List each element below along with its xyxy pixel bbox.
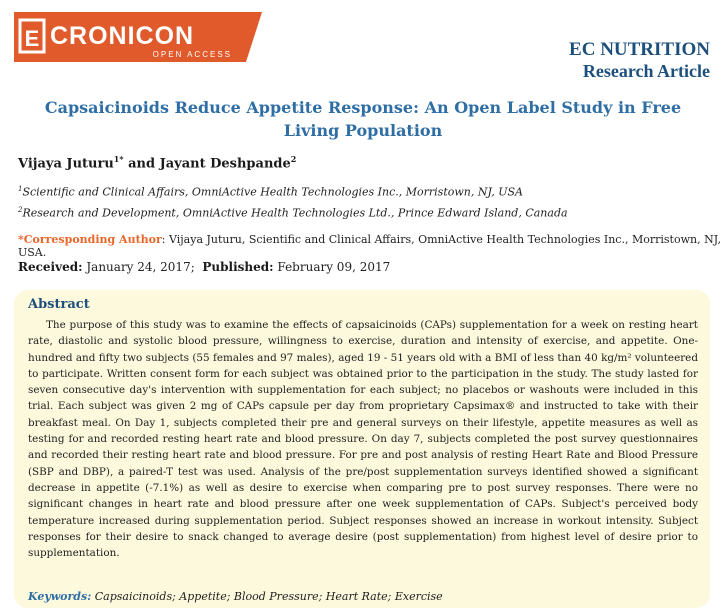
- keywords-line: [28, 590, 443, 603]
- author-2-sup: 2: [290, 154, 297, 164]
- keywords-text: Capsaicinoids; Appetite; Blood Pressure; Heart Rate; Exercise: [91, 590, 443, 603]
- received-date: January 24, 2017;: [82, 260, 195, 274]
- published-date: February 09, 2017: [273, 260, 391, 274]
- author-line: [18, 154, 296, 171]
- article-type: Research Article: [582, 61, 710, 81]
- journal-header: [569, 40, 710, 82]
- corresponding-author-text: : Vijaya Juturu, Scientific and Clinical Affairs, OmniActive Health Technologies Inc., Morristown, NJ, USA.: [18, 233, 721, 259]
- abstract-box: [14, 290, 710, 608]
- author-conjunction: and: [123, 156, 160, 172]
- affiliation-1: [18, 185, 523, 199]
- logo-tagline: OPEN ACCESS: [152, 50, 232, 59]
- affiliation-1-text: Scientific and Clinical Affairs, OmniActive Health Technologies Inc., Morristown, NJ, USA: [22, 185, 523, 199]
- affiliation-2: [18, 206, 568, 220]
- affiliation-2-text: Research and Development, OmniActive Health Technologies Ltd., Prince Edward Island, Canada: [22, 206, 568, 220]
- author-1: Vijaya Juturu: [18, 156, 114, 172]
- published-label: Published:: [202, 260, 274, 274]
- author-2: Jayant Deshpande: [159, 156, 291, 172]
- abstract-text: The purpose of this study was to examine the effects of capsaicinoids (CAPs) supplementation for a week on resting heart rate, diastolic and systolic blood pressure, willingness to exercise, duration and intensity of exercise, and appetite. One-hundred and fifty two subjects (55 females and 97 males), aged 19 - 51 years old with a BMI of less than 40 kg/m² volunteered to participate. Written consent form for each subject was obtained prior to the participation in the study. The study lasted for seven consecutive day's intervention with supplementation for each subject; no placebos or washouts were included in this trial. Each subject was given 2 mg of CAPs capsule per day from proprietary Capsimax® and instructed to take with their breakfast meal. On Day 1, subjects completed their pre and general surveys on their lifestyle, appetite measures as well as testing for and recorded resting heart rate and blood pressure. On day 7, subjects completed the post survey questionnaires and recorded their resting heart rate and blood pressure. For pre and post analysis of resting Heart Rate and Blood Pressure (SBP and DBP), a paired-T test was used. Analysis of the pre/post supplementation surveys identified showed a significant decrease in appetite (-7.1%) as well as desire to exercise when comparing pre to post survey responses. There were no significant changes in heart rate and blood pressure after one week supplementation of CAPs. Subject's perceived body temperature increased during supplementation period. Subject responses showed an increase in workout intensity. Subject responses for their desire to snack changed to average desire (post supplementation) from highest level of desire prior to supplementation.: [28, 319, 698, 560]
- logo-mark-letter: E: [24, 26, 40, 51]
- affiliation-2-num: 2: [18, 206, 23, 214]
- author-1-sup: 1*: [113, 154, 124, 164]
- article-title: Capsaicinoids Reduce Appetite Response: An Open Label Study in Free Living Population: [44, 98, 682, 140]
- cronicon-logo: [14, 12, 262, 62]
- corresponding-author-label: *Corresponding Author: [18, 233, 162, 246]
- dates-line: [18, 260, 390, 274]
- affiliation-1-num: 1: [18, 185, 23, 193]
- journal-name: EC NUTRITION: [569, 39, 710, 60]
- keywords-label: Keywords:: [28, 590, 92, 603]
- received-label: Received:: [18, 260, 83, 274]
- logo-brand: CRONICON: [50, 22, 195, 50]
- corresponding-author: [18, 233, 726, 259]
- abstract-heading: Abstract: [28, 297, 90, 312]
